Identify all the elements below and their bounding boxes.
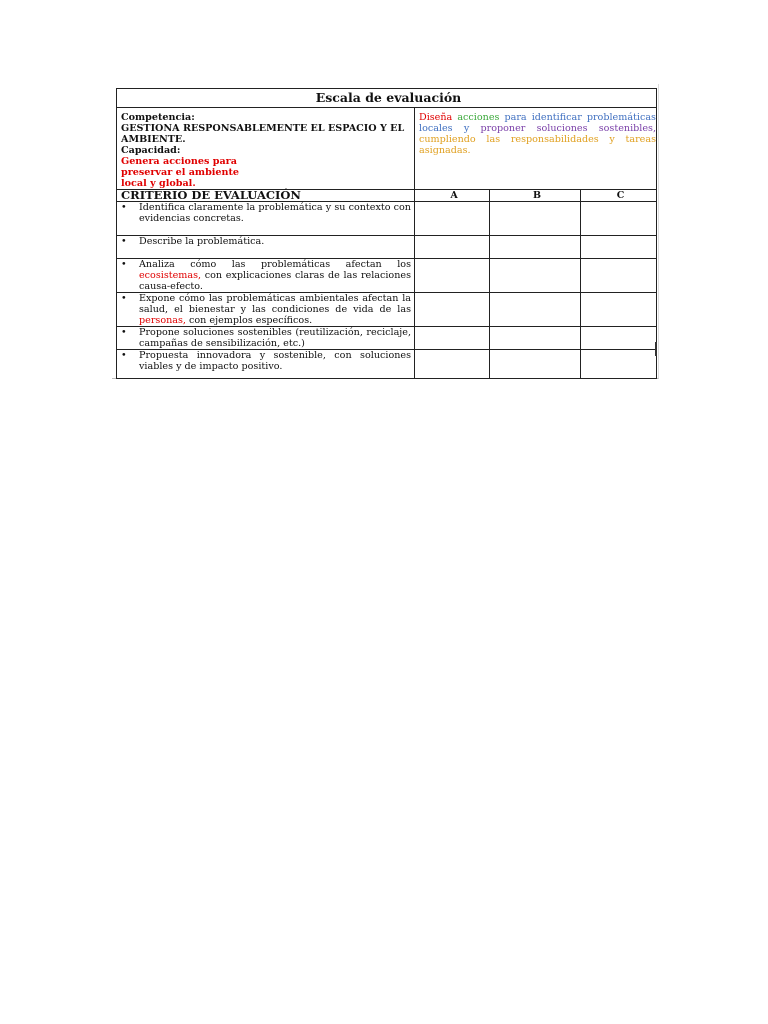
grade-cell-c[interactable] [581,202,657,236]
capacidad-line2: preservar el ambiente [121,167,240,178]
criterio-cell [117,293,415,327]
criterio-cell [117,350,415,379]
criterio-text-part: Propone soluciones sostenibles (reutilización, reciclaje, campañas de sensibilización, etc.) [139,327,411,349]
criterio-text-part: con ejemplos específicos. [185,315,313,326]
criterio-header: CRITERIO DE EVALUACIÓN [117,190,415,202]
criterio-highlight: ecosistemas, [139,270,202,281]
criterio-text-part: Describe la problemática. [139,236,265,247]
grade-cell-a[interactable] [415,259,490,293]
criterio-row [117,293,657,327]
criterio-text-part: con explicaciones claras de las relaciones causa-efecto. [139,270,411,292]
grade-cell-c[interactable] [581,259,657,293]
criterio-text [139,259,414,292]
scan-edge [655,342,657,356]
bullet: • [121,350,127,361]
criterio-text [139,202,414,224]
competencia-label: Competencia: [121,112,195,123]
grade-cell-c[interactable] [581,350,657,379]
capacidad-label: Capacidad: [121,145,181,156]
evaluation-sheet [112,84,659,379]
descripcion-cell [415,108,657,190]
bullet: • [121,236,127,247]
grade-cell-b[interactable] [490,350,581,379]
grade-cell-a[interactable] [415,293,490,327]
criterio-text-part: Analiza cómo las problemáticas afectan los [139,259,411,270]
criterio-text [139,236,414,247]
criterio-row [117,327,657,350]
grade-cell-b[interactable] [490,293,581,327]
descripcion-word: acciones [457,112,500,123]
grade-cell-a[interactable] [415,350,490,379]
criterio-text-part: Expone cómo las problemáticas ambientales afectan la salud, el bienestar y las condiciones de vida de las [139,293,411,315]
grade-cell-b[interactable] [490,236,581,259]
grade-cell-a[interactable] [415,236,490,259]
criterio-text [139,327,414,349]
grade-cell-b[interactable] [490,202,581,236]
grade-cell-b[interactable] [490,327,581,350]
competencia-text-line2: AMBIENTE. [121,134,186,145]
criterio-text-part: Identifica claramente la problemática y su contexto con evidencias concretas. [139,202,411,224]
column-header-b: B [490,190,581,202]
descripcion-word: locales y [419,123,470,134]
descripcion-word: proponer soluciones sostenibles, [480,123,656,134]
column-header-c: C [581,190,657,202]
descripcion-text [419,112,656,156]
grade-cell-c[interactable] [581,327,657,350]
capacidad-line1: Genera acciones para [121,156,237,167]
evaluation-table [116,88,657,379]
criterio-row [117,202,657,236]
column-header-a: A [415,190,490,202]
bullet: • [121,202,127,213]
descripcion-word: cumpliendo las responsabilidades y tareas asignadas. [419,134,656,156]
bullet: • [121,327,127,338]
grade-cell-a[interactable] [415,327,490,350]
competencia-text-line1: GESTIONA RESPONSABLEMENTE EL ESPACIO Y EL [121,123,405,134]
criterio-text [139,293,414,326]
capacidad-line3: local y global. [121,178,196,189]
bullet: • [121,259,127,270]
criterio-cell [117,202,415,236]
criterio-cell [117,236,415,259]
grade-cell-c[interactable] [581,236,657,259]
criterio-cell [117,327,415,350]
grade-cell-b[interactable] [490,259,581,293]
criterio-row [117,236,657,259]
descripcion-word: Diseña [419,112,453,123]
competencia-cell [117,108,415,190]
criterio-cell [117,259,415,293]
criterio-text [139,350,414,372]
grade-cell-a[interactable] [415,202,490,236]
criterio-row [117,350,657,379]
grade-cell-c[interactable] [581,293,657,327]
criterio-text-part: Propuesta innovadora y sostenible, con soluciones viables y de impacto positivo. [139,350,411,372]
bullet: • [121,293,127,304]
criterio-row [117,259,657,293]
descripcion-word: para identificar problemáticas [504,112,656,123]
criterio-highlight: personas, [139,315,186,326]
table-title: Escala de evaluación [117,89,657,108]
